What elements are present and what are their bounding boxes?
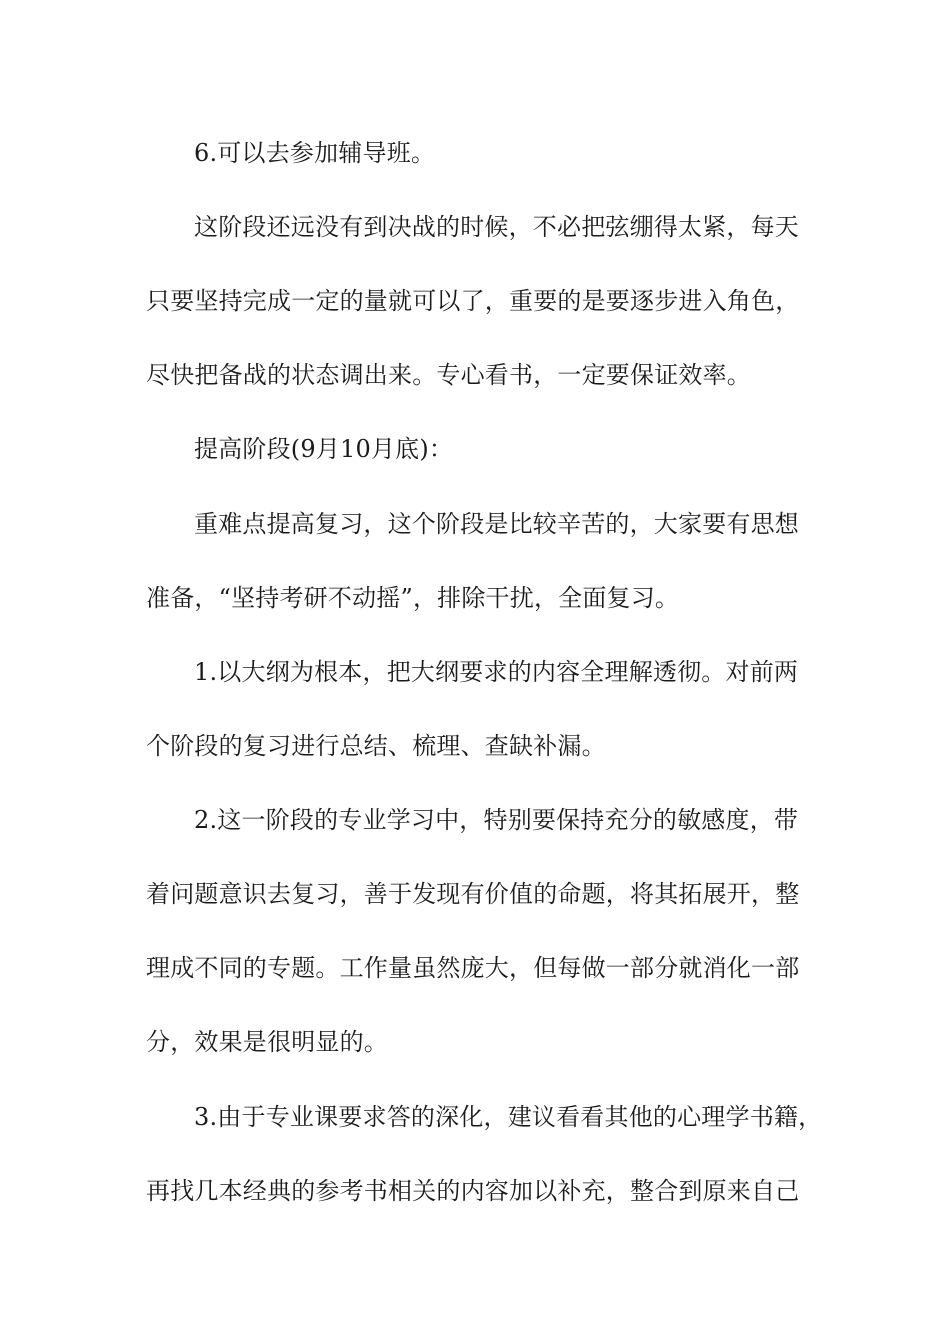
paragraph-line: 分，效果是很明显的。 bbox=[146, 1028, 388, 1056]
paragraph-line: 个阶段的复习进行总结、梳理、查缺补漏。 bbox=[146, 732, 606, 760]
paragraph-line: 尽快把备战的状态调出来。专心看书，一定要保证效率。 bbox=[146, 361, 751, 389]
section-heading: 提高阶段(9月10月底)： bbox=[194, 435, 454, 463]
paragraph-line: 6.可以去参加辅导班。 bbox=[194, 139, 436, 167]
paragraph-line: 理成不同的专题。工作量虽然庞大，但每做一部分就消化一部 bbox=[146, 954, 800, 982]
paragraph-line: 这阶段还远没有到决战的时候，不必把弦绷得太紧，每天 bbox=[194, 213, 799, 241]
paragraph-line: 只要坚持完成一定的量就可以了，重要的是要逐步进入角色， bbox=[146, 287, 800, 315]
paragraph-line: 重难点提高复习，这个阶段是比较辛苦的，大家要有思想 bbox=[194, 510, 799, 538]
paragraph-line: 1.以大纲为根本，把大纲要求的内容全理解透彻。对前两 bbox=[194, 658, 799, 686]
paragraph-line: 3.由于专业课要求答的深化，建议看看其他的心理学书籍， bbox=[194, 1103, 823, 1131]
paragraph-line: 2.这一阶段的专业学习中，特别要保持充分的敏感度，带 bbox=[194, 806, 799, 834]
paragraph-line: 准备，“坚持考研不动摇”，排除干扰，全面复习。 bbox=[146, 584, 680, 612]
paragraph-line: 着问题意识去复习，善于发现有价值的命题，将其拓展开，整 bbox=[146, 880, 800, 908]
paragraph-line: 再找几本经典的参考书相关的内容加以补充，整合到原来自己 bbox=[146, 1177, 800, 1205]
